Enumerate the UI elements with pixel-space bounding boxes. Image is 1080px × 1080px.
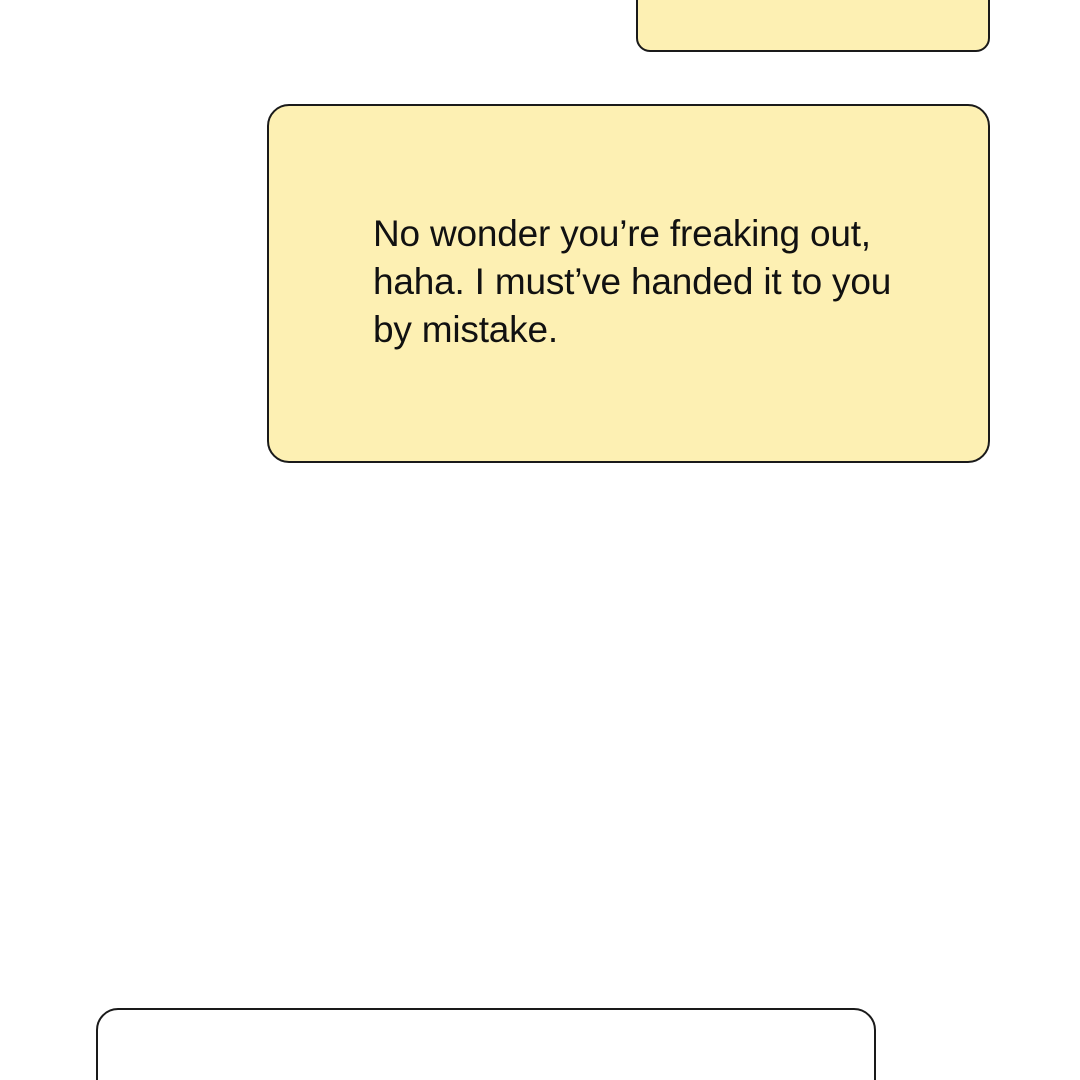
speech-bubble-bottom-partial [96,1008,876,1080]
speech-bubble-main-text: No wonder you’re freaking out, haha. I must’ve handed it to you by mistake. [373,213,892,350]
speech-bubble-main [267,104,990,463]
speech-bubble-top-partial [636,0,990,52]
